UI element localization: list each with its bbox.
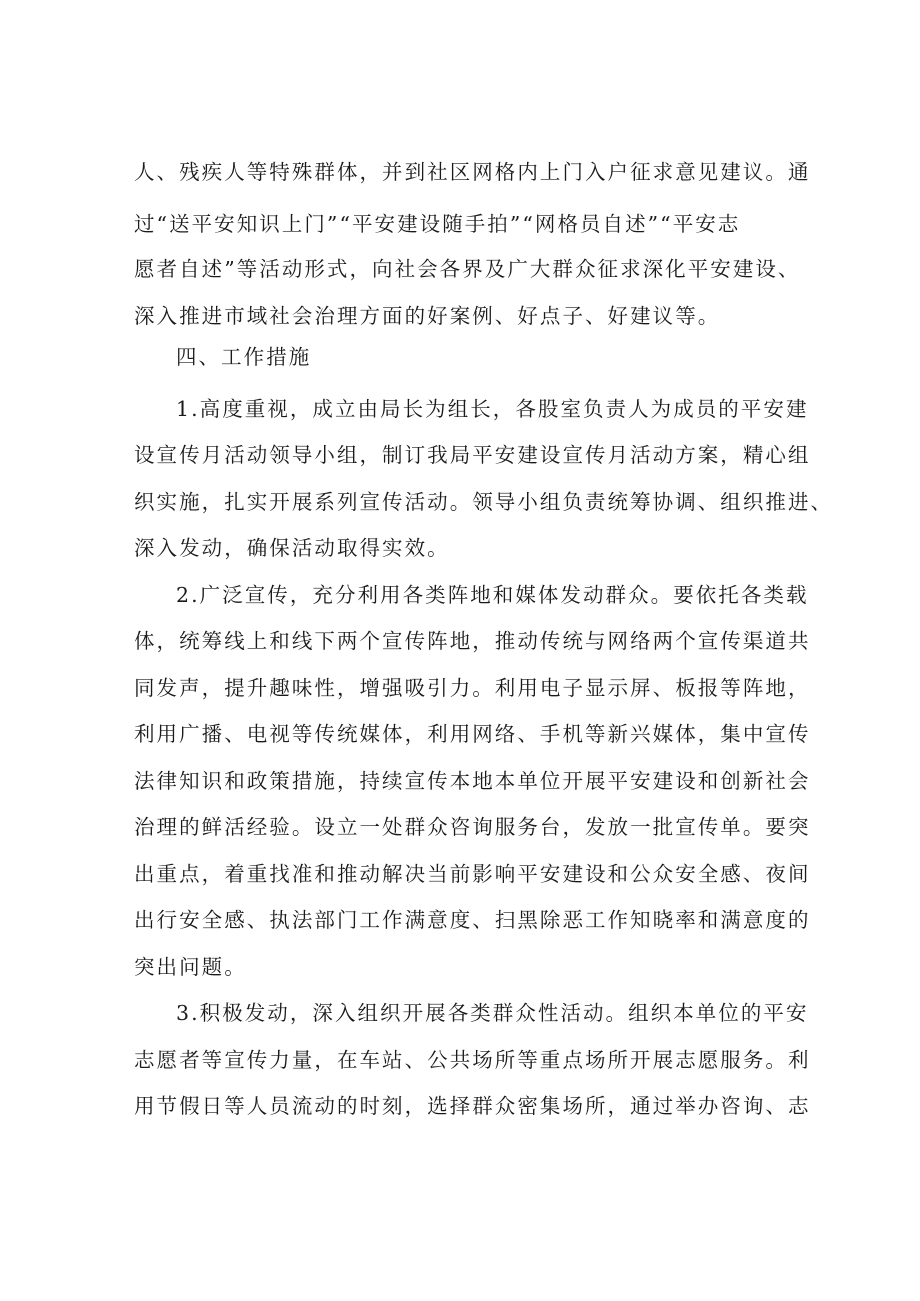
- text-line: 志愿者等宣传力量，在车站、公共场所等重点场所开展志愿服务。利: [134, 1048, 811, 1072]
- text-line: 设宣传月活动领导小组，制订我局平安建设宣传月活动方案，精心组: [134, 443, 811, 467]
- text-line: 1.高度重视，成立由局长为组长，各股室负责人为成员的平安建: [176, 397, 809, 421]
- text-line: 人、残疾人等特殊群体，并到社区网格内上门入户征求意见建议。通: [134, 160, 811, 184]
- text-line: 利用广播、电视等传统媒体，利用网络、手机等新兴媒体，集中宣传: [134, 722, 811, 746]
- text-line: 深入发动，确保活动取得实效。: [134, 536, 450, 560]
- text-line: 过“送平安知识上门”“平安建设随手拍”“网格员自述”“平安志: [134, 212, 741, 236]
- text-line: 3.积极发动，深入组织开展各类群众性活动。组织本单位的平安: [176, 1001, 809, 1025]
- text-line: 体，统筹线上和线下两个宣传阵地，推动传统与网络两个宣传渠道共: [134, 629, 811, 653]
- text-line: 出行安全感、执法部门工作满意度、扫黑除恶工作知晓率和满意度的: [134, 908, 811, 932]
- text-line: 治理的鲜活经验。设立一处群众咨询服务台，发放一批宣传单。要突: [134, 815, 811, 839]
- text-line: 同发声，提升趣味性，增强吸引力。利用电子显示屏、板报等阵地，: [134, 676, 811, 700]
- text-line: 出重点，着重找准和推动解决当前影响平安建设和公众安全感、夜间: [134, 862, 811, 886]
- text-line: 愿者自述”等活动形式，向社会各界及广大群众征求深化平安建设、: [134, 257, 801, 281]
- text-line: 2.广泛宣传，充分利用各类阵地和媒体发动群众。要依托各类载: [176, 583, 809, 607]
- text-line: 突出问题。: [134, 955, 247, 979]
- text-line: 深入推进市域社会治理方面的好案例、好点子、好建议等。: [134, 304, 721, 328]
- text-line: 织实施，扎实开展系列宣传活动。领导小组负责统筹协调、组织推进、: [134, 490, 834, 514]
- section-heading: 四、工作措施: [176, 345, 312, 369]
- text-line: 法律知识和政策措施，持续宣传本地本单位开展平安建设和创新社会: [134, 769, 811, 793]
- text-line: 用节假日等人员流动的时刻，选择群众密集场所，通过举办咨询、志: [134, 1094, 811, 1118]
